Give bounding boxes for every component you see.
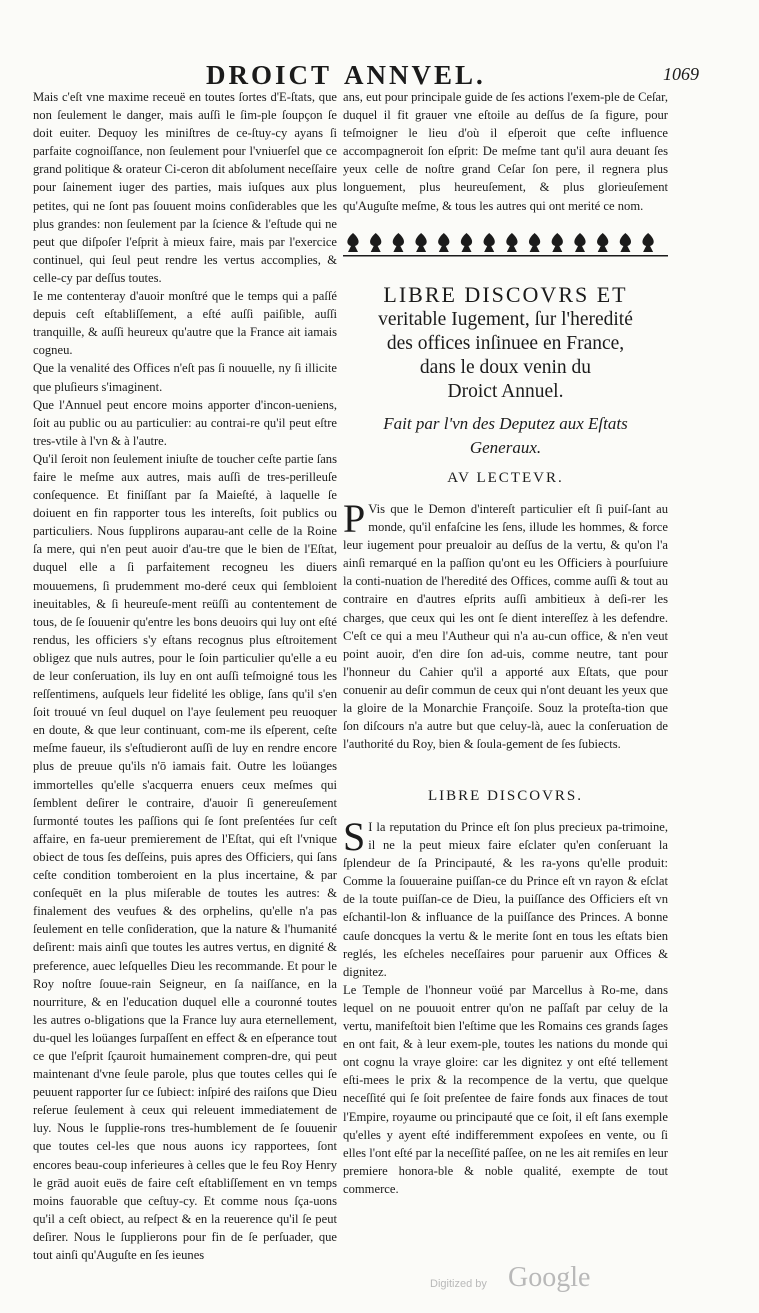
fleuron-icon (597, 233, 608, 252)
title-line: veritable Iugement, ſur l'heredité (378, 309, 633, 330)
title-line: LIBRE DISCOVRS ET (383, 282, 628, 307)
libre-discours-paragraph: Le Temple de l'honneur voüé par Marcellus à Ro-me, dans lequel on ne pouuoit entrer qu'on ne paſſaſt par celuy de la vertu, manifeſtoit bien l'eſtime que les Romains ces grands ſages en ont fait, & à leur exem-ple, toutes les nations du monde qui ont cognu la vraye gloire: car les dignitez y ont eſté tellement eſti-mees le prix & la recompence de la vertu, que quelque neceſſité qui ſe ſoit preſentee de faire fonds aux finaces de tout l'Empire, royaume ou principauté que ce ſoit, il eſt ſans exemple qu'elles y ayent eſté indifferemment expoſees en vente, ou ſi elles l'ont eſté par la neceſſité paſſee, on ne les ait remiſes en leur premiere honora-ble & noble qualité, exempte de tout commerce. (343, 982, 668, 1196)
libre-discours-paragraph (343, 814, 668, 981)
libre-discours-section (343, 814, 668, 1198)
left-paragraph: Mais c'eſt vne maxime receuë en toutes ſortes d'E-ſtats, que non ſeulement le danger, mais auſſi le ſim-ple ſoupçon ſe doit euiter. Dequoy les miniſtres de ce-ſtuy-cy ayans ſi parfaite cognoiſſance, non ſeulement pour l'vniuerſel que ce grand politique & orateur Ci-ceron dit abſolument neceſſaire pour ſainement iuger des parties, mais iuſques aux plus petites, qui ne ſont pas ſouuent moins conſiderables que les plus grandes: non ſeulement par la ſcience & l'eſtude qui ne peut que diſpoſer l'eſprit à mieux faire, mais par l'exercice continuel, qui ſeul peut rendre les vertus accomplies, & celle-cy par deſſus toutes. (33, 90, 337, 285)
title-line: dans le doux venin du (419, 357, 592, 378)
left-paragraph: Qu'il ſeroit non ſeulement iniuſte de toucher ceſte partie ſans faire le meſme aux autres, mais auſſi de tres-perilleuſe conſequence. Et finiſſant par ſa Maieſté, à laquelle ſe doiuent en fin rapporter tous les intereſts, ſoit publics ou particuliers. Nous ſupplirons auparau-ant celle de la Roine ſa mere, qui n'en peut auoir d'au-tre que le bien de l'Eſtat, duquel elle a ſi parfaitement recogneu les diuers mouuemens, ſi prudemment mo-deré ceux qui ſembloient ineuitables, & ſi heureuſe-ment reüſſi au contentement de tous, de ſe ſouuenir qu'entre les bons deuoirs qui luy ont eſté rendus, les officiers s'y eſtans recognus plus eſtroitement obligez que nuls autres, pour le ſoin particulier qu'elle a eu de leur conſeruation, ils luy en ont auſſi teſmoigné tous les reſſentimens, auſquels leur fidelité les oblige, ſans qu'il s'en ſoit trouué vn ſeul duquel on l'aye ſeulement peu reuoquer en doute, & que leur continuant, com-me ils eſperent, ceſte meſme faueur, ils s'eſtudieront auſſi de luy en rendre encore plus de preuue qu'ils n'ō iamais fait. Outre les loüanges immortelles qu'elle s'acquerra enuers ceux meſmes qui ſemblent deſirer le contraire, d'auoir ſi genereuſement ſurmonté toutes les paſſions qui ſe ſont preſentées ſur ceſt affaire, en fa-ueur premierement de l'Eſtat, qui eſt l'vnique obiect de tous ſes deſſeins, puis apres des Officiers, qui ſans ceſte condition tomberoient en la plus incertaine, & par conſequēt en la plus miſerable de toutes les autres: & finalement des veufues & des orphelins, qu'elle n'a pas ſeulement en telle conſideration, que la nature & l'humanité deſirent: mais ainſi que toutes les autres vertus, en dignité & preference, auec leſquelles Dieu les recommande. Et pour le Roy noſtre ſouue-rain Seigneur, en ſa naiſſance, en la nourriture, & en l'education duquel elle a couronné toutes les autres o-bligations que la France luy aura eternellement, du-quel les loüanges ſurpaſſent en effect & en eſperance tout ce que l'eſprit ſçauroit humainement compren-dre, qui peut maintenant d'vne ſeule parole, plus que toutes celles qui ſe peuuent rapporter ſur ce ſubiect: inſpiré des raiſons que Dieu reſerue ſeulement à ceux qui releuent immediatement de luy. Nous le ſupplie-rons tres-humblement de ſe ſouuenir que toutes cel-les que nous auons icy rapportees, ſont encores beau-coup inferieures à celles que le feu Roy Henry le grād auoit euës de faire ceſt eſtabliſſement en vn temps moins fauorable que ceſtuy-cy. Et comme nous ſça-uons qu'il a ceſt obiect, au reſpect & en la reuerence qu'il ſe peut deſirer. Nous le ſupplierons pour fin de ſe perſuader, que tout ainſi qu'Auguſte en ſes ieunes (33, 451, 337, 1262)
digitized-watermark (430, 1262, 630, 1302)
running-head-right: ANNVEL. (344, 60, 486, 90)
fleuron-icon (642, 233, 653, 252)
watermark-logo: Google (508, 1262, 591, 1293)
right-top-paragraph: ans, eut pour principale guide de ſes actions l'exem-ple de Ceſar, duquel il fit grauer vne eſtoile au deſſus de ſa figure, pour teſmoigner le lieu d'où il eſperoit que ceſte influence accompagneroit ſon eſprit: De meſme tant qu'il aura deuant ſes yeux celle de noſtre grand Ceſar ſon pere, il regnera plus longuement, plus heureuſement, & plus glorieuſement qu'Auguſte meſme, & tous les autres qui ont merité ce nom. (343, 90, 668, 213)
byline-line: Generaux. (469, 438, 542, 457)
left-paragraph: Que l'Annuel peut encore moins apporter d'incon-ueniens, ſoit au public ou au particulier: au contrai-re qu'il peut eſtre tres-vtile à l'vn & à l'autre. (33, 397, 337, 448)
title-line: des offices inſinuee en France, (386, 333, 625, 354)
page-number: 1069 (663, 64, 699, 84)
fleuron-icon (438, 233, 449, 252)
title-line: Droict Annuel. (447, 381, 564, 402)
fleuron-icon (574, 233, 585, 252)
au-lecteur-heading: AV LECTEVR. (447, 470, 564, 486)
fleuron-ornament-band (343, 230, 668, 258)
libre-discours-text: I la reputation du Prince eſt ſon plus precieux pa-trimoine, il ne la peut mieux faire eſclater qu'en conſeruant la ſplendeur de ſa Principauté, & les ra-yons qu'elle produit: Comme la ſouueraine puiſſan-ce du Prince eſt vn rayon & eſclat de la toute puiſſan-ce de Dieu, la puiſſance des Officiers eſt vn eſchantil-lon & influance de la puiſſance des Princes. A bonne cauſe doncques la vertu & le merite ſont en tous les eſtats bien reglés, les eſcheles neceſſaires pour paruenir aux Offices & dignitez. (343, 820, 668, 979)
right-column-top (343, 88, 668, 215)
libre-discours-heading: LIBRE DISCOVRS. (427, 788, 584, 804)
fleuron-icon (415, 233, 426, 252)
au-lecteur-paragraph (343, 496, 668, 753)
au-lecteur-text: Vis que le Demon d'intereſt particulier eſt ſi puiſ-ſant au monde, qu'il enfaſcine les ſens, illude les hommes, & force leur iugement pour preualoir au deſſus de la vertu, & qu'on l'a ainſi remarqué en la paſſion qu'ont eu les Officiers à pourſuiure la conti-nuation de l'heredité des Offices, comme auſſi & tout au contraire en d'autres eſprits auſſi ambitieux à deſi-rer les charges, que ceux qui les ont ſe dient intereſſez à les defendre. C'eſt ce qui a meu l'Autheur qui n'a au-cun office, & n'en veut point auoir, d'en dire ſon ad-uis, comme neutre, tant pour l'honneur du Cahier qu'il a apporté aux Eſtats, que pour conuenir au deſir commun de ceux qui n'ont deuant les yeux que la gloire de la Monarchie Françoiſe. Souz la proteſta-tion que ſon diſcours n'a autre but que celuy-là, auec la conſeruation de l'authorité du Roy, bien & ſoula-gement de ſes ſubiects. (343, 502, 668, 752)
dropcap: P (343, 496, 366, 541)
fleuron-icon (370, 233, 381, 252)
left-paragraph: Ie me contenteray d'auoir monſtré que le temps qui a paſſé depuis ceſt eſtabliſſement, a eſté auſſi paiſible, auſſi tranquille, & auſſi heureux qu'autre que la France ait iamais cogneu. (33, 289, 337, 358)
left-paragraph: Que la venalité des Offices n'eſt pas ſi nouuelle, ny ſi illicite que pluſieurs s'imaginent. (33, 361, 337, 394)
fleuron-icon (347, 233, 358, 252)
fleuron-icon (620, 233, 631, 252)
au-lecteur-section (343, 496, 668, 753)
fleuron-icon (484, 233, 495, 252)
running-head-left: DROICT (206, 60, 333, 90)
left-column (33, 88, 337, 1264)
dropcap: S (343, 814, 366, 859)
discours-title (343, 282, 668, 404)
fleuron-icon (552, 233, 563, 252)
byline-line: Fait par l'vn des Deputez aux Eſtats (383, 414, 628, 433)
fleuron-icon (529, 233, 540, 252)
fleuron-icon (393, 233, 404, 252)
fleuron-icon (506, 233, 517, 252)
byline (343, 412, 668, 460)
watermark-small: Digitized by (430, 1278, 487, 1290)
fleuron-icon (461, 233, 472, 252)
